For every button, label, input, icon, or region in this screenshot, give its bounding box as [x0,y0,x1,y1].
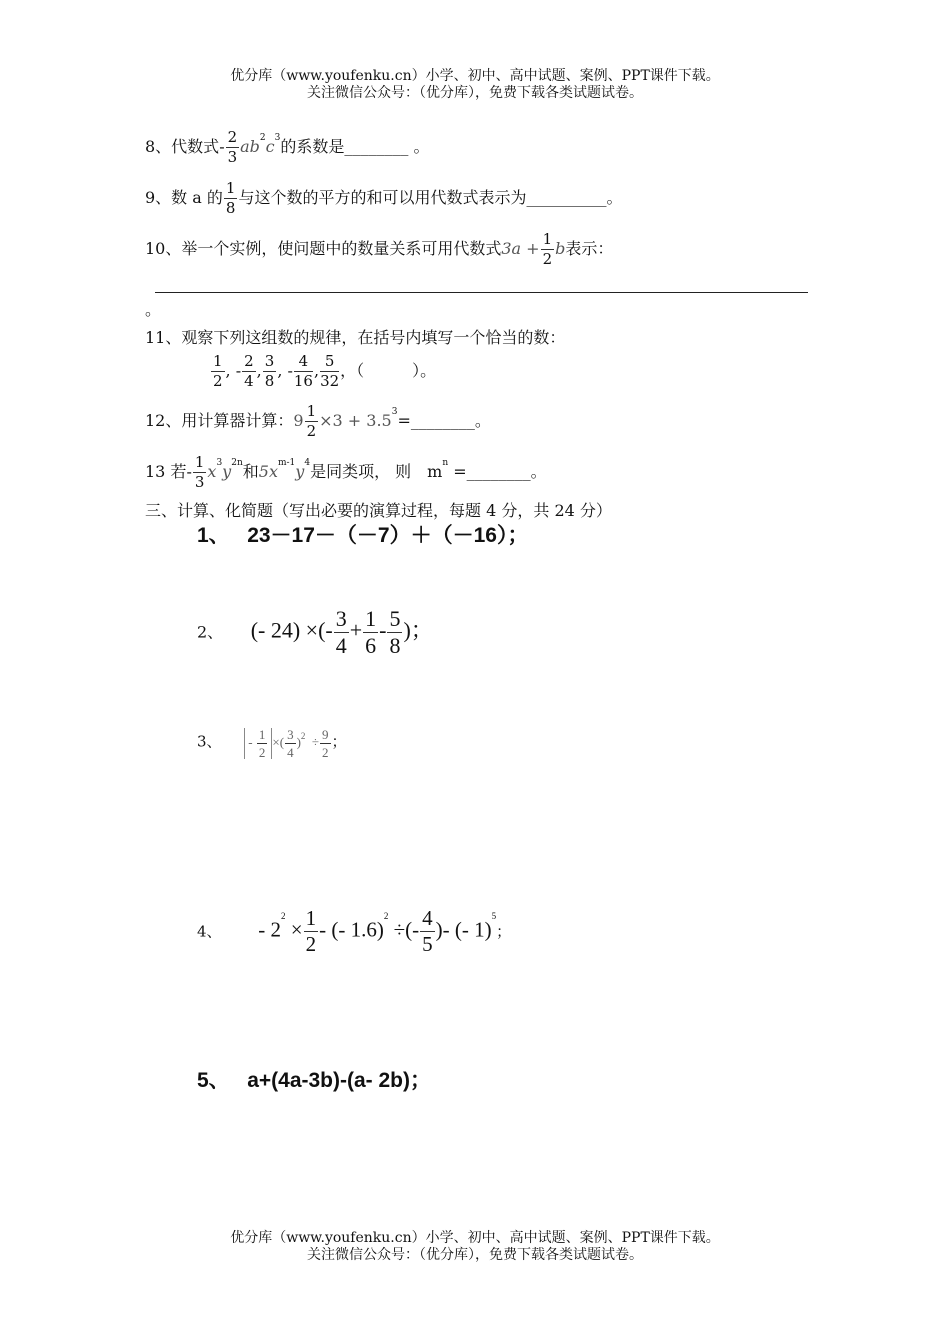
p5-expr: a+(4a-3b)-(a- 2b)； [247,1069,431,1092]
seq-fraction [320,354,339,389]
problem-3 [197,728,347,759]
p4-frac-2 [420,908,435,955]
p4-end: ； [496,924,512,941]
p1-expr: 23－17－（－7）＋（－16）； [247,524,529,547]
header-line-2: 关注微信公众号：（优分库），免费下载各类试题试卷。 [307,85,643,101]
p3-exp: 2 [300,731,306,741]
p4-a: - 2 [258,917,282,942]
p4-de: 5 [491,911,497,921]
p3-frac-a [257,728,268,759]
p3-label: 3、 [197,732,222,751]
seq-den: 8 [264,372,275,390]
p4-fn: 1 [305,906,317,930]
p3-cd: 2 [322,745,329,760]
q12-num: 1 [306,402,317,420]
page-header [0,68,950,102]
q10-den: 2 [542,250,553,268]
q13-num: 1 [194,453,205,471]
seq-tail: ，（ ）。 [340,361,437,380]
p3-abs [244,728,272,759]
q12-rest: ×3 + 3.5 [319,411,392,430]
seq-num: 5 [320,354,339,372]
q9-fraction [224,181,238,216]
p2-f2n: 1 [365,606,377,631]
p4-ae: 2 [281,911,286,921]
q9-prefix: 9、数 a 的 [145,188,223,207]
seq-num: 4 [294,354,313,372]
page-footer [0,1230,950,1264]
q12-den: 2 [306,422,317,440]
p4-label: 4、 [197,922,222,941]
q9-den: 8 [225,199,236,217]
footer-line-2: 关注微信公众号：（优分库），免费下载各类试题试卷。 [307,1247,643,1263]
q10-num: 1 [542,230,553,248]
seq-fraction [263,354,277,389]
q10-prefix: 10、举一个实例，使问题中的数量关系可用代数式 [145,239,502,258]
q10-expr-a: 3a + [501,239,540,258]
q9-num: 1 [225,179,236,197]
q8-exp1: 2 [259,133,266,143]
q8-fraction [226,130,240,165]
p4-c: ÷(- [393,917,420,942]
q13-sup-n: n [442,458,449,468]
p3-abs-minus: - [248,734,253,750]
q8-minus: - [219,137,225,156]
q8-exp2: 3 [274,133,281,143]
p2-end: )； [403,617,433,643]
seq-sign: , [313,361,320,380]
p5-label: 5、 [197,1069,230,1092]
seq-den: 32 [320,372,340,390]
seq-sign: , [256,361,262,380]
question-12 [145,404,491,439]
answer-line [155,292,808,293]
seq-den: 4 [244,372,254,390]
q12-suffix: =________。 [397,411,491,430]
seq-sign: , - [225,361,242,380]
seq-den: 2 [213,372,223,390]
seq-num: 1 [213,352,223,370]
p3-div: ÷ [311,734,320,750]
question-8 [145,130,429,165]
q13-e3: m-1 [277,458,296,468]
p2-frac-3 [387,608,402,657]
p4-d: )- (- 1) [435,917,492,942]
q13-e2: 2n [231,458,243,468]
q8-var: ab [240,137,260,156]
q8-prefix: 8、代数式 [145,137,220,156]
q12-fraction [305,404,319,439]
p2-f1n: 3 [335,606,347,631]
question-11-text: 11、观察下列这组数的规律，在括号内填写一个恰当的数： [145,328,566,347]
q13-minus: - [186,462,192,481]
q10-end-mark: 。 [145,300,162,319]
q13-den: 3 [194,473,205,491]
p3-end: ； [331,734,347,751]
seq-num: 3 [264,352,275,370]
header-line-1: 优分库（www.youfenku.cn）小学、初中、高中试题、案例、PPT课件下载。 [230,68,720,84]
p3-bd: 4 [287,745,294,760]
p2-frac-1 [334,608,349,657]
q10-fraction [541,232,555,267]
question-9 [145,181,622,216]
p1-label: 1、 [197,524,230,547]
q13-fraction [193,455,207,490]
problem-4 [197,908,511,955]
p3-mid: ×( [272,734,285,750]
q8-num: 2 [227,128,238,146]
p3-ad: 2 [258,745,266,760]
q13-t3: 5x [258,462,278,481]
question-13 [145,455,547,490]
question-10 [145,232,613,267]
q10-suffix: 表示： [565,239,614,258]
p4-gd: 5 [422,932,433,956]
seq-fraction [242,354,256,389]
q13-t1: x [207,462,217,481]
seq-num: 2 [244,352,254,370]
seq-sign: , - [277,361,293,380]
p2-label: 2、 [197,622,224,642]
question-11-sequence [210,354,436,389]
q13-t4: y [295,462,305,481]
p2-a: (- 24) ×(- [250,617,333,643]
q12-whole: 9 [293,411,304,430]
q13-prefix: 13 若 [145,462,187,481]
problem-5 [197,1071,431,1091]
q12-exp: 3 [391,407,398,417]
problem-1 [197,526,528,546]
seq-den: 16 [293,372,313,390]
footer-line-1: 优分库（www.youfenku.cn）小学、初中、高中试题、案例、PPT课件下载。 [230,1230,720,1246]
q9-suffix: 与这个数的平方的和可以用代数式表示为__________。 [238,188,623,207]
p3-bn: 3 [287,727,294,742]
q8-den: 3 [227,148,238,166]
section-3-title: 三、计算、化简题（写出必要的演算过程，每题 4 分，共 24 分） [145,501,612,520]
p2-op1: + [349,617,363,643]
p2-f3n: 5 [389,606,401,631]
p4-b: - (- 1.6) [319,917,384,942]
p3-close: ) [296,734,301,750]
p2-op2: - [379,617,387,643]
q13-e4: 4 [304,458,311,468]
seq-fraction [211,354,225,389]
q13-t2: y [222,462,232,481]
p3-cn: 9 [322,727,329,742]
p2-f2d: 6 [365,633,377,658]
q13-end: =________。 [448,462,547,481]
q12-prefix: 12、用计算器计算： [145,411,294,430]
q13-suffix: 是同类项， 则 m [310,462,443,481]
p4-frac-1 [304,908,319,955]
q8-suffix: 的系数是________ 。 [280,137,430,156]
q10-expr-b: b [555,239,566,258]
p4-times: × [290,917,303,942]
q13-mid: 和 [242,462,259,481]
problem-2 [197,608,433,657]
p3-frac-c [320,728,331,759]
p2-frac-2 [363,608,378,657]
q13-e1: 3 [216,458,223,468]
p3-frac-b [285,728,296,759]
p4-be: 2 [383,911,389,921]
p3-an: 1 [258,727,266,742]
p4-gn: 4 [422,906,433,930]
p4-fd: 2 [305,932,317,956]
p2-f1d: 4 [335,633,347,658]
p2-f3d: 8 [389,633,401,658]
q8-var2: c [265,137,275,156]
seq-fraction [294,354,313,389]
